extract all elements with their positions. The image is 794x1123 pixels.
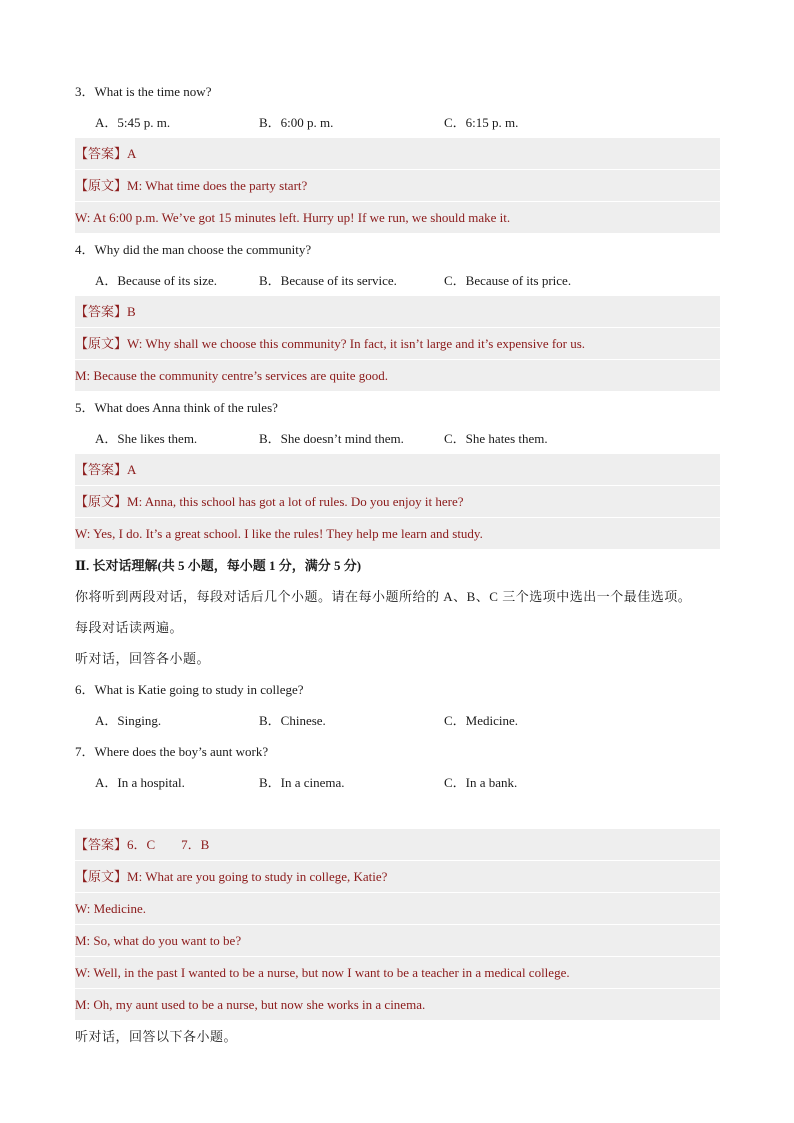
option-a: A．5:45 p. m.: [95, 115, 171, 130]
options-row: [75, 107, 720, 138]
transcript-row: M: Oh, my aunt used to be a nurse, but now she works in a cinema.: [75, 989, 720, 1021]
listen-prompt: 听对话，回答以下各小题。: [75, 1029, 238, 1044]
spacer: [75, 798, 720, 829]
option-c: C．Medicine.: [444, 713, 519, 728]
answer-row: [75, 829, 720, 861]
transcript-line: M: What are you going to study in college, Katie?: [127, 869, 388, 884]
answer-row: [75, 454, 720, 486]
option-a: A．In a hospital.: [95, 775, 185, 790]
options-row: [75, 423, 720, 454]
transcript-row: [75, 486, 720, 518]
transcript-label: 【原文】: [75, 336, 128, 351]
section-instructions: 你将听到两段对话，每段对话后几个小题。请在每小题所给的 A、B、C 三个选项中选出一个最佳选项。: [75, 589, 692, 604]
question-stem: 5．What does Anna think of the rules?: [75, 400, 278, 415]
option-b: B．Because of its service.: [259, 273, 397, 288]
answer-row: [75, 138, 720, 170]
transcript-row: M: Because the community centre’s services are quite good.: [75, 360, 720, 392]
transcript-row: [75, 861, 720, 893]
question-stem: 3．What is the time now?: [75, 84, 212, 99]
transcript-row: [75, 328, 720, 360]
option-c: C．Because of its price.: [444, 273, 572, 288]
question-stem: 6．What is Katie going to study in college?: [75, 682, 304, 697]
transcript-line: W: Why shall we choose this community? In fact, it isn’t large and it’s expensive for us.: [127, 336, 586, 351]
transcript-label: 【原文】: [75, 869, 128, 884]
option-a: A．She likes them.: [95, 431, 198, 446]
section-heading: Ⅱ. 长对话理解(共 5 小题，每小题 1 分，满分 5 分): [75, 558, 362, 573]
answer-label: 【答案】: [75, 462, 128, 477]
transcript-row: W: Medicine.: [75, 893, 720, 925]
exam-page: [75, 76, 720, 1052]
transcript-label: 【原文】: [75, 178, 128, 193]
option-b: B．In a cinema.: [259, 775, 345, 790]
option-b: B．She doesn’t mind them.: [259, 431, 404, 446]
options-row: [75, 265, 720, 296]
answer-value: A: [127, 462, 137, 477]
options-row: [75, 767, 720, 798]
transcript-row: M: So, what do you want to be?: [75, 925, 720, 957]
answer-label: 【答案】: [75, 304, 128, 319]
section-instructions: 每段对话读两遍。: [75, 620, 184, 635]
transcript-line: M: Anna, this school has got a lot of rules. Do you enjoy it here?: [127, 494, 464, 509]
answer-label: 【答案】: [75, 146, 128, 161]
listen-prompt: 听对话，回答各小题。: [75, 651, 211, 666]
answer-value: 6．C 7．B: [127, 837, 210, 852]
transcript-label: 【原文】: [75, 494, 128, 509]
answer-label: 【答案】: [75, 837, 128, 852]
option-b: B．6:00 p. m.: [259, 115, 334, 130]
question-stem: 7．Where does the boy’s aunt work?: [75, 744, 269, 759]
transcript-row: W: At 6:00 p.m. We’ve got 15 minutes left. Hurry up! If we run, we should make it.: [75, 202, 720, 234]
transcript-row: W: Well, in the past I wanted to be a nurse, but now I want to be a teacher in a medical college.: [75, 957, 720, 989]
transcript-row: [75, 170, 720, 202]
option-a: A．Because of its size.: [95, 273, 218, 288]
options-row: [75, 705, 720, 736]
option-b: B．Chinese.: [259, 713, 326, 728]
transcript-line: M: What time does the party start?: [127, 178, 308, 193]
option-c: C．In a bank.: [444, 775, 518, 790]
answer-value: A: [127, 146, 137, 161]
option-a: A．Singing.: [95, 713, 162, 728]
transcript-row: W: Yes, I do. It’s a great school. I like the rules! They help me learn and study.: [75, 518, 720, 550]
option-c: C．She hates them.: [444, 431, 548, 446]
question-stem: 4．Why did the man choose the community?: [75, 242, 312, 257]
option-c: C．6:15 p. m.: [444, 115, 519, 130]
answer-row: [75, 296, 720, 328]
answer-value: B: [127, 304, 136, 319]
